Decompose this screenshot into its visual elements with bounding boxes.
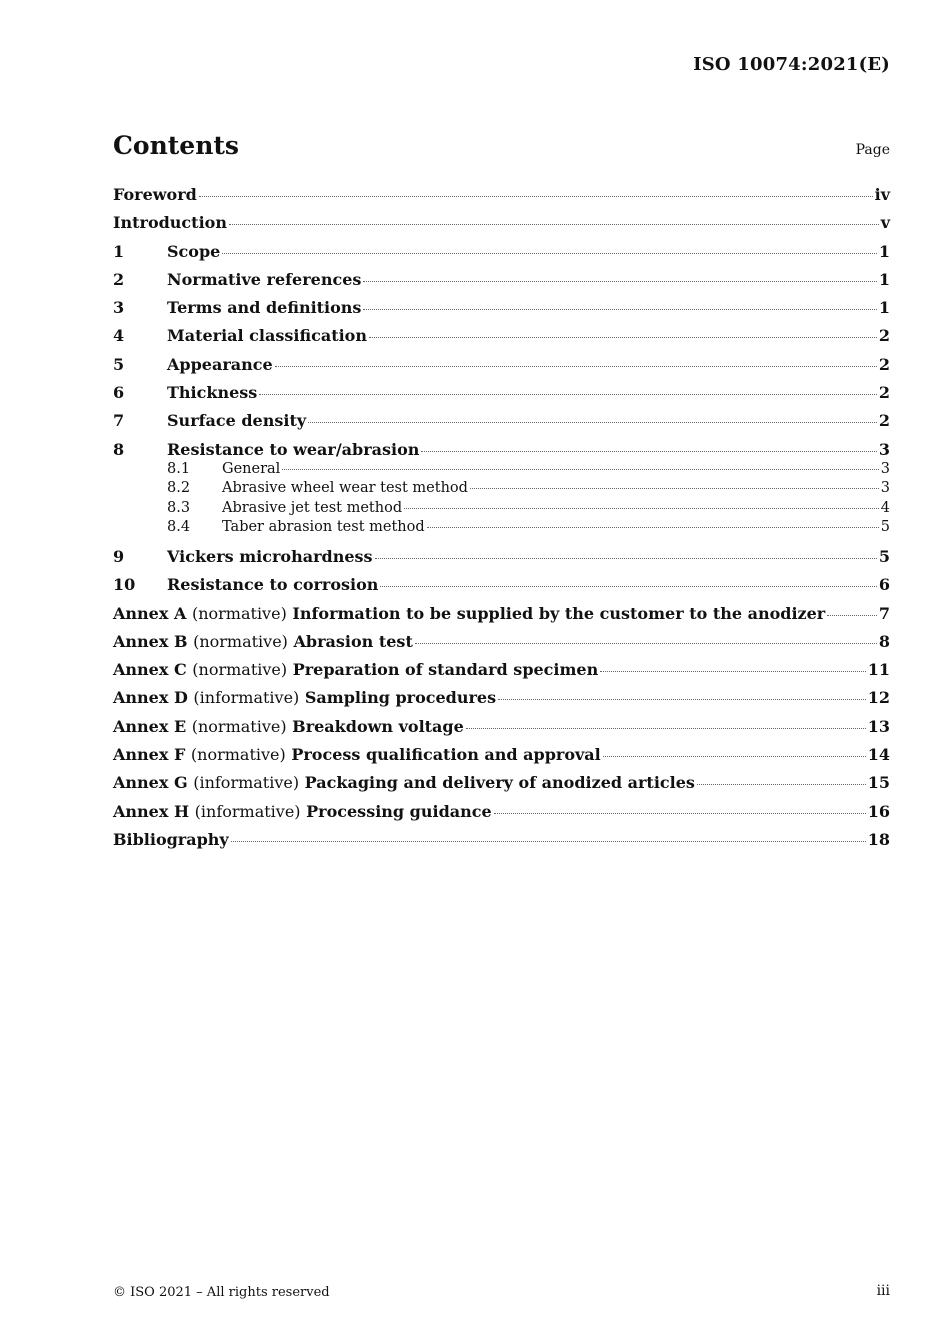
annex-title: Abrasion test — [293, 631, 413, 651]
annex-type: (normative) — [191, 716, 287, 736]
dot-leader — [498, 699, 866, 700]
toc-entry-page: 5 — [878, 546, 890, 566]
toc-entry-label: Appearance — [167, 354, 273, 374]
toc-subentry[interactable] — [113, 460, 890, 480]
toc-entry-page: 2 — [878, 354, 890, 374]
annex-id: Annex G — [113, 773, 188, 793]
toc-subentry-page: 5 — [880, 519, 890, 536]
annex-title: Sampling procedures — [304, 688, 497, 708]
toc-entry[interactable] — [113, 209, 890, 237]
toc-entry-number: 3 — [113, 298, 125, 318]
dot-leader — [827, 615, 877, 616]
toc-entry[interactable] — [113, 322, 890, 350]
toc-entry[interactable] — [113, 543, 890, 571]
toc-entry-page: 1 — [878, 241, 890, 261]
toc-entry[interactable] — [113, 294, 890, 322]
annex-title: Breakdown voltage — [292, 716, 464, 736]
annex-page: 11 — [867, 660, 890, 680]
dot-leader — [421, 451, 876, 452]
toc-entry-label: Scope — [167, 241, 221, 261]
footer-copyright: © ISO 2021 – All rights reserved — [113, 1285, 330, 1300]
toc-entry-page: 2 — [878, 383, 890, 403]
toc-entry-label: Resistance to corrosion — [167, 575, 379, 595]
toc-entry-page: iv — [874, 185, 890, 204]
annex-page: 7 — [878, 603, 890, 623]
toc-entry-label: Resistance to wear/abrasion — [167, 439, 420, 459]
document-id: ISO 10074:2021(E) — [693, 54, 890, 75]
toc-entry[interactable] — [113, 181, 890, 209]
bibliography-label: Bibliography — [113, 829, 229, 849]
annex-type: (normative) — [190, 745, 286, 765]
annex-title: Information to be supplied by the customer to the anodizer — [292, 603, 826, 623]
toc-subentry-page: 3 — [880, 480, 890, 497]
toc-subentry-label: Abrasive jet test method — [222, 499, 403, 516]
toc-entry[interactable] — [113, 571, 890, 599]
toc-entry-number: 4 — [113, 326, 125, 346]
dot-leader — [470, 488, 879, 489]
toc-subentry-group — [113, 460, 890, 543]
annex-id: Annex F — [113, 745, 186, 765]
toc-bibliography[interactable] — [113, 826, 890, 854]
toc-subentry[interactable] — [113, 518, 890, 538]
toc-entry-label: Terms and definitions — [167, 298, 362, 318]
toc-subentry-number: 8.4 — [167, 519, 191, 536]
toc-entry-page: 6 — [878, 575, 890, 595]
annex-id: Annex E — [113, 716, 187, 736]
toc-entry[interactable] — [113, 379, 890, 407]
toc-entry-page: 1 — [878, 269, 890, 289]
dot-leader — [222, 253, 877, 254]
dot-leader — [466, 728, 866, 729]
toc-entry-number: 10 — [113, 575, 136, 595]
toc-entry-number: 2 — [113, 269, 125, 289]
dot-leader — [308, 422, 877, 423]
dot-leader — [363, 281, 876, 282]
page-title: Contents — [113, 131, 240, 160]
annex-type: (normative) — [191, 603, 287, 623]
toc-entry-label: Thickness — [167, 383, 258, 403]
toc-entry-number: 5 — [113, 354, 125, 374]
toc-entry-label: Surface density — [167, 411, 307, 431]
annex-title: Preparation of standard specimen — [292, 660, 599, 680]
toc-subentry-page: 3 — [880, 460, 890, 477]
toc-annex-entry[interactable] — [113, 769, 890, 797]
toc-annex-entry[interactable] — [113, 684, 890, 712]
toc-annex-entry[interactable] — [113, 600, 890, 628]
annex-title: Process qualification and approval — [291, 745, 601, 765]
toc-subentry-label: Abrasive wheel wear test method — [222, 480, 468, 497]
toc-subentry-number: 8.3 — [167, 499, 191, 516]
annex-title: Packaging and delivery of anodized articles — [304, 773, 695, 793]
footer-page-number: iii — [876, 1283, 890, 1299]
annex-id: Annex H — [113, 801, 190, 821]
dot-leader — [415, 643, 877, 644]
toc-subentry-number: 8.2 — [167, 480, 191, 497]
annex-page: 8 — [878, 631, 890, 651]
toc-entry-number: 7 — [113, 411, 125, 431]
toc-subentry-label: General — [222, 460, 281, 477]
toc-entry-label: Normative references — [167, 269, 362, 289]
dot-leader — [199, 196, 873, 197]
annex-type: (informative) — [193, 688, 300, 708]
toc-entry-number: 6 — [113, 383, 125, 403]
dot-leader — [363, 309, 876, 310]
toc-entry-page: 1 — [878, 298, 890, 318]
annex-page: 16 — [867, 801, 890, 821]
toc-subentry[interactable] — [113, 479, 890, 499]
toc-annex-entry[interactable] — [113, 656, 890, 684]
table-of-contents — [113, 181, 890, 854]
annex-page: 12 — [867, 688, 890, 708]
toc-entry[interactable] — [113, 351, 890, 379]
dot-leader — [603, 756, 866, 757]
toc-annex-entry[interactable] — [113, 628, 890, 656]
annex-type: (informative) — [194, 801, 301, 821]
toc-entry-label: Material classification — [167, 326, 367, 346]
dot-leader — [697, 784, 866, 785]
annex-type: (informative) — [193, 773, 300, 793]
toc-entry-page: 2 — [878, 326, 890, 346]
annex-title: Processing guidance — [306, 801, 492, 821]
annex-page: 15 — [867, 773, 890, 793]
dot-leader — [369, 337, 877, 338]
toc-entry-label: Introduction — [113, 213, 227, 233]
toc-subentry-label: Taber abrasion test method — [222, 519, 425, 536]
toc-entry[interactable] — [113, 238, 890, 266]
toc-subentry[interactable] — [113, 499, 890, 519]
dot-leader — [275, 366, 877, 367]
annex-type: (normative) — [192, 660, 288, 680]
toc-entry-number: 9 — [113, 546, 125, 566]
annex-page: 14 — [867, 745, 890, 765]
toc-entry[interactable] — [113, 266, 890, 294]
toc-entry-page: 3 — [878, 439, 890, 459]
annex-id: Annex D — [113, 688, 188, 708]
toc-annex-entry[interactable] — [113, 741, 890, 769]
annex-id: Annex A — [113, 603, 187, 623]
toc-entry-page: v — [880, 213, 890, 233]
toc-entry-label: Foreword — [113, 185, 197, 204]
toc-subentry-page: 4 — [880, 499, 890, 516]
bibliography-page: 18 — [867, 829, 890, 849]
dot-leader — [427, 527, 879, 528]
dot-leader — [375, 558, 877, 559]
toc-annex-entry[interactable] — [113, 713, 890, 741]
toc-entry[interactable] — [113, 407, 890, 435]
dot-leader — [282, 469, 878, 470]
dot-leader — [380, 586, 876, 587]
dot-leader — [231, 841, 866, 842]
toc-entry-number: 1 — [113, 241, 125, 261]
page-column-label: Page — [855, 142, 890, 158]
dot-leader — [600, 671, 865, 672]
toc-annex-entry[interactable] — [113, 798, 890, 826]
dot-leader — [229, 224, 879, 225]
toc-entry-number: 8 — [113, 439, 125, 459]
toc-subentry-number: 8.1 — [167, 460, 191, 477]
dot-leader — [404, 508, 879, 509]
annex-type: (normative) — [193, 631, 288, 651]
dot-leader — [259, 394, 877, 395]
dot-leader — [494, 813, 866, 814]
annex-id: Annex B — [113, 631, 188, 651]
annex-id: Annex C — [113, 660, 187, 680]
toc-entry-label: Vickers microhardness — [167, 546, 373, 566]
annex-page: 13 — [867, 716, 890, 736]
toc-entry-page: 2 — [878, 411, 890, 431]
